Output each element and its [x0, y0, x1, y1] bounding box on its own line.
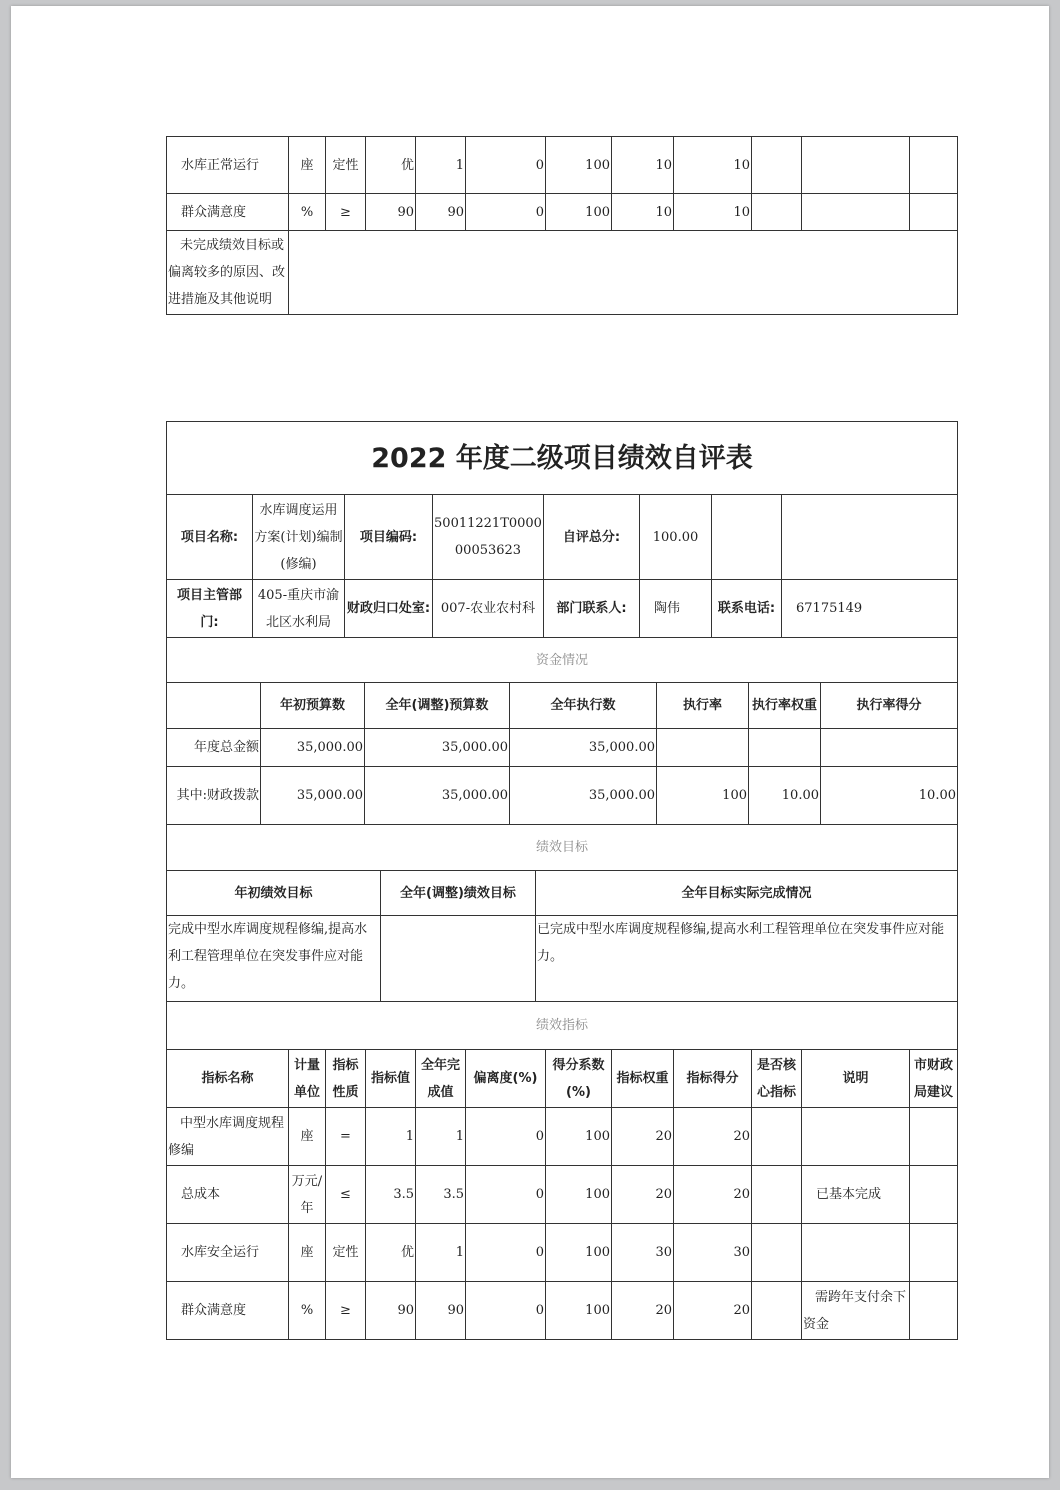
indicator-deviation: 0: [466, 194, 546, 231]
funds-adjusted: 35,000.00: [365, 767, 510, 825]
indicator-nature: ≥: [326, 194, 366, 231]
indicator-core: [752, 1108, 802, 1166]
indicator-advice: [910, 1108, 958, 1166]
project-code-value: 50011221T000000053623: [433, 495, 544, 580]
table-row: [167, 1282, 958, 1340]
indicator-target: 90: [366, 1282, 416, 1340]
indicator-nature: =: [326, 1108, 366, 1166]
goal-actual: 已完成中型水库调度规程修编,提高水利工程管理单位在突发事件应对能力。: [536, 916, 958, 1002]
indicator-core: [752, 1166, 802, 1224]
indicator-coef: 100: [546, 1108, 612, 1166]
indicator-coef: 100: [546, 1166, 612, 1224]
funds-section-title: 资金情况: [167, 638, 958, 683]
indicator-unit: 座: [289, 1224, 326, 1282]
indicator-name: 水库正常运行: [167, 137, 289, 194]
indicator-advice: [910, 1166, 958, 1224]
funds-rate: [657, 729, 749, 767]
table-row: [167, 194, 958, 231]
indicator-score: 10: [674, 137, 752, 194]
indicator-actual: 90: [416, 194, 466, 231]
funds-header-executed: 全年执行数: [510, 683, 657, 729]
indicator-score: 20: [674, 1108, 752, 1166]
table-row: [167, 767, 958, 825]
funds-header-blank: [167, 683, 261, 729]
indicator-deviation: 0: [466, 1224, 546, 1282]
indicator-deviation: 0: [466, 1166, 546, 1224]
indicator-weight: 30: [612, 1224, 674, 1282]
indicator-advice: [910, 137, 958, 194]
ind-header-score: 指标得分: [674, 1050, 752, 1108]
funds-initial: 35,000.00: [261, 767, 365, 825]
goal-adjusted: [381, 916, 536, 1002]
indicator-desc: [802, 1224, 910, 1282]
indicator-target: 3.5: [366, 1166, 416, 1224]
indicator-target: 优: [366, 137, 416, 194]
indicator-nature: 定性: [326, 137, 366, 194]
funds-header-weight: 执行率权重: [749, 683, 821, 729]
total-score-label: 自评总分:: [544, 495, 640, 580]
dept-label: 项目主管部门:: [167, 580, 253, 638]
project-code-label: 项目编码:: [345, 495, 433, 580]
indicator-unit: 座: [289, 1108, 326, 1166]
ind-header-advice: 市财政局建议: [910, 1050, 958, 1108]
project-name-value: 水库调度运用方案(计划)编制(修编): [253, 495, 345, 580]
empty-cell: [712, 495, 782, 580]
indicators-section-title: 绩效指标: [167, 1002, 958, 1050]
indicator-nature: ≥: [326, 1282, 366, 1340]
table-row: [167, 1224, 958, 1282]
funds-table: [166, 682, 958, 825]
ind-header-actual: 全年完成值: [416, 1050, 466, 1108]
indicator-deviation: 0: [466, 137, 546, 194]
dept-value: 405-重庆市渝北区水利局: [253, 580, 345, 638]
indicator-target: 90: [366, 194, 416, 231]
indicator-coef: 100: [546, 194, 612, 231]
ind-header-weight: 指标权重: [612, 1050, 674, 1108]
indicator-unit: %: [289, 194, 326, 231]
funds-header-rate: 执行率: [657, 683, 749, 729]
document-page: [11, 6, 1049, 1478]
indicator-advice: [910, 1224, 958, 1282]
ind-header-desc: 说明: [802, 1050, 910, 1108]
funds-executed: 35,000.00: [510, 767, 657, 825]
indicator-name: 总成本: [167, 1166, 289, 1224]
indicator-advice: [910, 194, 958, 231]
table-row: [167, 1166, 958, 1224]
funds-header-adjusted: 全年(调整)预算数: [365, 683, 510, 729]
funds-rate: 100: [657, 767, 749, 825]
indicator-name: 水库安全运行: [167, 1224, 289, 1282]
funds-initial: 35,000.00: [261, 729, 365, 767]
funds-score: [821, 729, 958, 767]
goals-header-initial: 年初绩效目标: [167, 871, 381, 916]
indicator-unit: %: [289, 1282, 326, 1340]
indicator-weight: 20: [612, 1166, 674, 1224]
table-row: [167, 1108, 958, 1166]
indicator-deviation: 0: [466, 1108, 546, 1166]
indicator-score: 10: [674, 194, 752, 231]
funds-weight: [749, 729, 821, 767]
funds-header-score: 执行率得分: [821, 683, 958, 729]
table-row: [167, 729, 958, 767]
funds-row-label: 其中:财政拨款: [167, 767, 261, 825]
goals-table: [166, 824, 958, 1050]
contact-label: 部门联系人:: [544, 580, 640, 638]
empty-cell: [782, 495, 958, 580]
indicator-score: 20: [674, 1282, 752, 1340]
ind-header-coef: 得分系数(%): [546, 1050, 612, 1108]
indicator-deviation: 0: [466, 1282, 546, 1340]
indicator-desc: [802, 194, 910, 231]
project-name-label: 项目名称:: [167, 495, 253, 580]
top-indicator-table: [166, 136, 958, 315]
finance-label: 财政归口处室:: [345, 580, 433, 638]
funds-row-label: 年度总金额: [167, 729, 261, 767]
indicator-score: 30: [674, 1224, 752, 1282]
indicators-table: [166, 1049, 958, 1340]
indicator-weight: 10: [612, 194, 674, 231]
goals-header-adjusted: 全年(调整)绩效目标: [381, 871, 536, 916]
phone-label: 联系电话:: [712, 580, 782, 638]
ind-header-name: 指标名称: [167, 1050, 289, 1108]
indicator-desc: 已基本完成: [802, 1166, 910, 1224]
indicator-name: 群众满意度: [167, 194, 289, 231]
indicator-nature: ≤: [326, 1166, 366, 1224]
indicator-unit: 座: [289, 137, 326, 194]
indicator-target: 1: [366, 1108, 416, 1166]
phone-value: 67175149: [782, 580, 958, 638]
indicator-core: [752, 137, 802, 194]
table-row: [167, 137, 958, 194]
indicator-coef: 100: [546, 1224, 612, 1282]
funds-adjusted: 35,000.00: [365, 729, 510, 767]
indicator-weight: 10: [612, 137, 674, 194]
indicator-desc: 需跨年支付余下资金: [802, 1282, 910, 1340]
ind-header-deviation: 偏离度(%): [466, 1050, 546, 1108]
indicator-target: 优: [366, 1224, 416, 1282]
ind-header-unit: 计量单位: [289, 1050, 326, 1108]
form-header-table: [166, 421, 958, 683]
ind-header-nature: 指标性质: [326, 1050, 366, 1108]
indicator-score: 20: [674, 1166, 752, 1224]
indicator-actual: 3.5: [416, 1166, 466, 1224]
indicator-core: [752, 194, 802, 231]
indicator-core: [752, 1282, 802, 1340]
remark-label: 未完成绩效目标或偏离较多的原因、改进措施及其他说明: [167, 231, 289, 315]
funds-score: 10.00: [821, 767, 958, 825]
goals-header-actual: 全年目标实际完成情况: [536, 871, 958, 916]
funds-header-initial: 年初预算数: [261, 683, 365, 729]
remark-row: [167, 231, 958, 315]
total-score-value: 100.00: [640, 495, 712, 580]
funds-executed: 35,000.00: [510, 729, 657, 767]
indicator-unit: 万元/年: [289, 1166, 326, 1224]
funds-weight: 10.00: [749, 767, 821, 825]
indicator-coef: 100: [546, 137, 612, 194]
indicator-core: [752, 1224, 802, 1282]
ind-header-core: 是否核心指标: [752, 1050, 802, 1108]
ind-header-target: 指标值: [366, 1050, 416, 1108]
indicator-nature: 定性: [326, 1224, 366, 1282]
indicator-actual: 90: [416, 1282, 466, 1340]
indicator-desc: [802, 137, 910, 194]
indicator-actual: 1: [416, 1224, 466, 1282]
indicator-name: 群众满意度: [167, 1282, 289, 1340]
indicator-name: 中型水库调度规程修编: [167, 1108, 289, 1166]
indicator-weight: 20: [612, 1282, 674, 1340]
indicator-desc: [802, 1108, 910, 1166]
remark-value: [289, 231, 958, 315]
form-title: 2022 年度二级项目绩效自评表: [167, 422, 958, 495]
contact-value: 陶伟: [640, 580, 712, 638]
indicator-weight: 20: [612, 1108, 674, 1166]
indicator-actual: 1: [416, 137, 466, 194]
indicator-actual: 1: [416, 1108, 466, 1166]
goals-section-title: 绩效目标: [167, 825, 958, 871]
indicator-advice: [910, 1282, 958, 1340]
indicator-coef: 100: [546, 1282, 612, 1340]
finance-value: 007-农业农村科: [433, 580, 544, 638]
goal-initial: 完成中型水库调度规程修编,提高水利工程管理单位在突发事件应对能力。: [167, 916, 381, 1002]
